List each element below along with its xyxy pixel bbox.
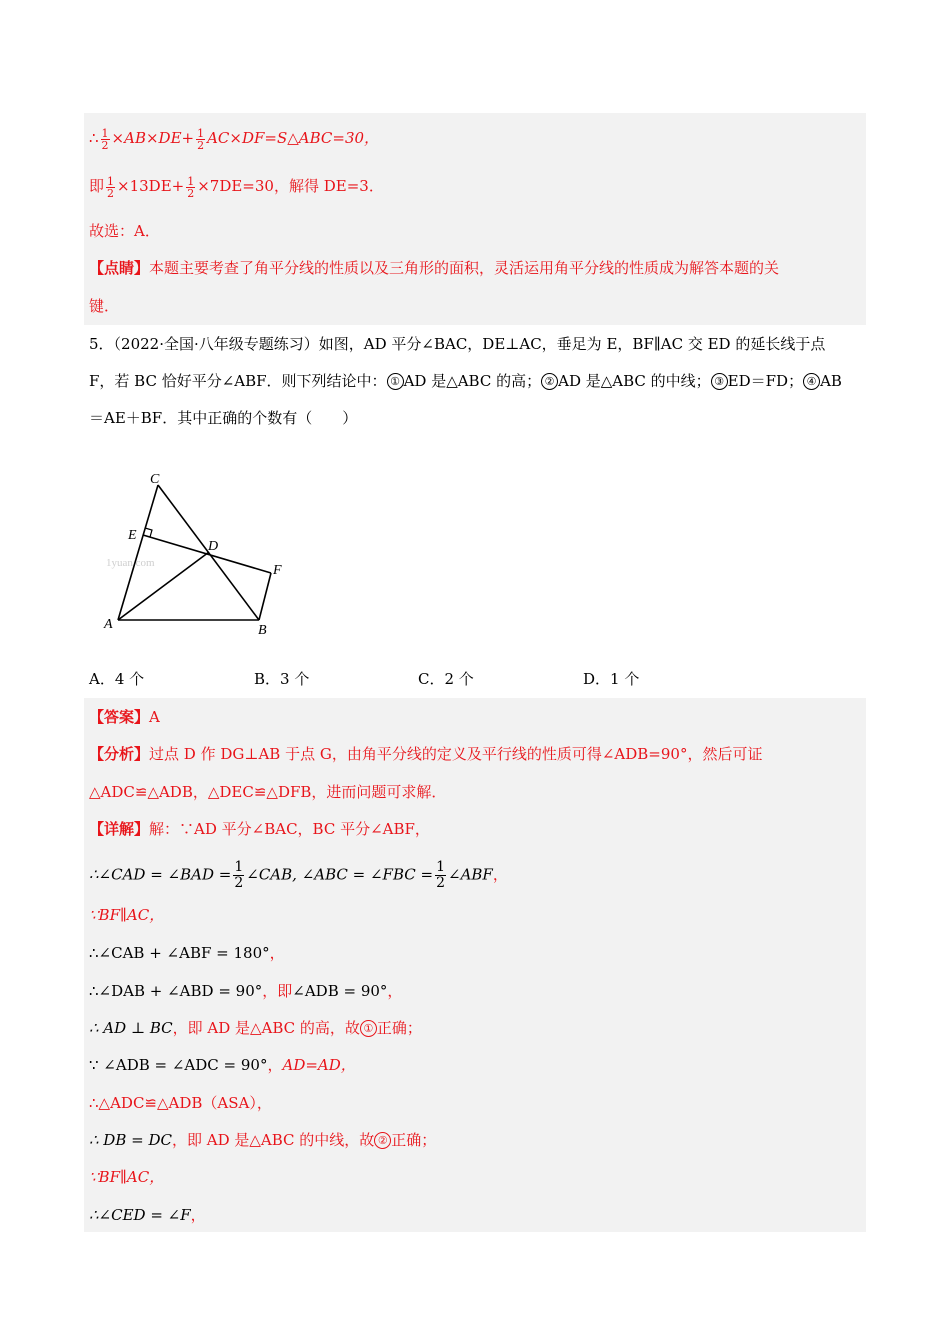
circled-three: ③ xyxy=(711,373,728,390)
fraction-half: $\frac{1}{2}$ xyxy=(234,859,244,891)
fraction-half: $\frac{1}{2}$ xyxy=(101,126,109,152)
detail-line-5: ∴ AD ⊥ BC，即 AD 是△ABC 的高，故 ① 正确； xyxy=(89,1019,422,1037)
option-a: A．4 个 xyxy=(89,670,145,688)
solution-line-solve-de: 即 $\frac{1}{2}$ ×13DE+ $\frac{1}{2}$ ×7DE=30，解得 DE=3． xyxy=(89,174,384,200)
fraction-half: $\frac{1}{2}$ xyxy=(197,126,205,152)
fraction-half: $\frac{1}{2}$ xyxy=(187,174,195,200)
option-b: B．3 个 xyxy=(254,670,310,688)
label-b: B xyxy=(258,623,267,638)
question-line-1: 5．（2022·全国·八年级专题练习）如图，AD 平分∠BAC，DE⊥AC，垂足为 E，BF∥AC 交 ED 的延长线于点 xyxy=(89,335,826,353)
remark-line-1: 【点睛】本题主要考查了角平分线的性质以及三角形的面积，灵活运用角平分线的性质成为解答本题的关 xyxy=(89,259,780,277)
segment-bf xyxy=(259,573,271,620)
option-c: C．2 个 xyxy=(418,670,474,688)
segment-ac xyxy=(118,485,158,620)
detail-line-2: ∵BF∥AC， xyxy=(89,906,165,924)
detail-line-0: 【详解】解：∵AD 平分∠BAC，BC 平分∠ABF， xyxy=(89,820,430,838)
analysis-line-1: 【分析】过点 D 作 DG⊥AB 于点 G，由角平分线的定义及平行线的性质可得∠ADB=90°，然后可证 xyxy=(89,745,763,763)
detail-line-4: ∴∠DAB + ∠ABD = 90°，即∠ADB = 90°， xyxy=(89,982,403,1000)
circled-one: ① xyxy=(360,1020,377,1037)
circled-two: ② xyxy=(541,373,558,390)
analysis-line-2: △ADC≌△ADB，△DEC≌△DFB，进而问题可求解． xyxy=(89,783,447,801)
geometry-figure xyxy=(98,462,298,642)
question-line-3: ＝AE＋BF．其中正确的个数有（ ） xyxy=(89,409,358,427)
label-f: F xyxy=(273,563,282,578)
detail-line-3: ∴∠CAB + ∠ABF = 180°， xyxy=(89,944,285,962)
question-line-2: F，若 BC 恰好平分∠ABF．则下列结论中： ① AD 是△ABC 的高； ② AD 是△ABC 的中线； ③ ED＝FD； ④ AB xyxy=(89,372,842,390)
figure-watermark: 1yuan.com xyxy=(106,557,155,569)
answer-block xyxy=(84,698,866,1232)
detail-line-9: ∵BF∥AC， xyxy=(89,1168,165,1186)
detail-line-6: ∵ ∠ADB = ∠ADC = 90°，AD=AD， xyxy=(89,1056,356,1074)
circled-two: ② xyxy=(374,1132,391,1149)
circled-four: ④ xyxy=(803,373,820,390)
choice-line: 故选：A． xyxy=(89,222,160,240)
answer-line: 【答案】A xyxy=(89,708,160,726)
label-a: A xyxy=(104,617,113,632)
circled-one: ① xyxy=(387,373,404,390)
remark-line-2: 键． xyxy=(89,297,120,315)
detail-line-8: ∴ DB = DC，即 AD 是△ABC 的中线，故 ② 正确； xyxy=(89,1131,437,1149)
segment-ef xyxy=(143,535,271,573)
label-d: D xyxy=(208,539,219,554)
fraction-half: $\frac{1}{2}$ xyxy=(107,174,115,200)
solution-line-area-sum: ∴ $\frac{1}{2}$ ×AB×DE+ $\frac{1}{2}$ AC×DF=S△ABC=30， xyxy=(89,126,380,152)
detail-line-10: ∴∠CED = ∠F， xyxy=(89,1206,206,1224)
detail-line-1: ∴∠CAD = ∠BAD = $\frac{1}{2}$ ∠CAB, ∠ABC = ∠FBC = $\frac{1}{2}$ ∠ABF， xyxy=(89,859,508,891)
label-c: C xyxy=(150,472,160,487)
label-e: E xyxy=(128,528,137,543)
option-d: D．1 个 xyxy=(583,670,640,688)
detail-line-7: ∴△ADC≌△ADB（ASA）， xyxy=(89,1094,272,1112)
fraction-half: $\frac{1}{2}$ xyxy=(436,859,445,891)
